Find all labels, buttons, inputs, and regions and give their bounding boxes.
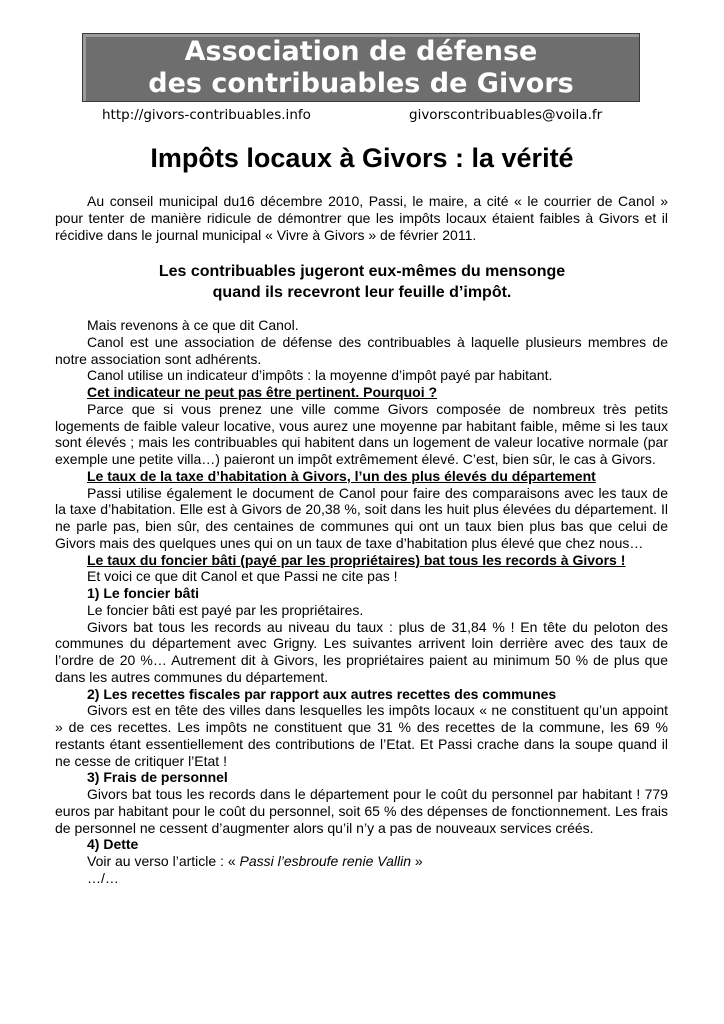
verso-suffix: » — [410, 853, 423, 869]
section-heading-taxe: Le taux de la taxe d’habitation à Givors, l’un des plus élevés du département — [87, 467, 596, 484]
verso-prefix: Voir au verso l’article : « — [87, 853, 240, 869]
email-link[interactable]: givorscontribuables@voila.fr — [409, 107, 603, 123]
paragraph: Canol utilise un indicateur d’impôts : la moyenne d’impôt payé par habitant. — [87, 367, 553, 384]
verso-reference — [55, 853, 668, 870]
banner-title-line2: des contribuables de Givors — [148, 68, 574, 99]
contact-line — [0, 105, 724, 125]
paragraph: Givors bat tous les records au niveau du taux : plus de 31,84 % ! En tête du peloton des communes du département avec Grigny. Les suivantes arrivent loin derrière avec des taux de l’ordre de 20 %… Autrement dit à Givors, les propriétaires paient au minimum 50 % de plus que dans les autres communes du département. — [55, 618, 668, 685]
subheading-recettes: 2) Les recettes fiscales par rapport aux autres recettes des communes — [87, 685, 557, 702]
website-link[interactable]: http://givors-contribuables.info — [102, 107, 311, 123]
paragraph: Givors bat tous les records dans le département pour le coût du personnel par habitant ! 779 euros par habitant pour le coût du personnel, soit 65 % des dépenses de fonctionnement. Les frais de personnel ne cessent d’augmenter alors qu’il n’y a pas de nouveaux services créés. — [55, 786, 668, 836]
paragraph: Et voici ce que dit Canol et que Passi ne cite pas ! — [87, 568, 398, 585]
page-title: Impôts locaux à Givors : la vérité — [150, 143, 574, 173]
lead-line1: Les contribuables jugeront eux-mêmes du mensonge — [158, 263, 566, 280]
paragraph: Canol est une association de défense des contribuables à laquelle plusieurs membres de notre association sont adhérents. — [55, 333, 668, 367]
paragraph: Le foncier bâti est payé par les propriétaires. — [87, 601, 364, 618]
verso-article-title: Passi l’esbroufe renie Vallin — [239, 853, 411, 869]
article-body — [55, 317, 668, 887]
subheading-foncier-bati: 1) Le foncier bâti — [87, 585, 200, 601]
paragraph: Passi utilise également le document de Canol pour faire des comparaisons avec les taux de la taxe d’habitation. Elle est à Givors de 20,38 %, soit dans les huit plus élevées du département. Il ne parle pas, bien sûr, des centaines de communes qui ont un taux bien plus bas que celui de Givors mais des quelques unes qui on un taux de taxe d’habitation plus élevé que chez nous… — [55, 484, 668, 551]
section-heading-foncier: Le taux du foncier bâti (payé par les propriétaires) bat tous les records à Givors ! — [87, 551, 626, 568]
lead-statement — [0, 261, 724, 303]
paragraph: Mais revenons à ce que dit Canol. — [87, 317, 299, 333]
association-banner — [82, 33, 640, 102]
paragraph: Givors est en tête des villes dans lesquelles les impôts locaux « ne constituent qu’un appoint » de ces recettes. Les impôts ne constituent que 31 % des recettes de la commune, les 69 % restants étant essentiellement des contributions de l’Etat. Et Passi crache dans la soupe quand il ne cesse de critiquer l’Etat ! — [55, 702, 668, 769]
intro-paragraph: Au conseil municipal du16 décembre 2010, Passi, le maire, a cité « le courrier de Canol » pour tenter de manière ridicule de démontrer que les impôts locaux étaient faibles à Givors et il récidive dans le journal municipal « Vivre à Givors » de février 2011. — [55, 193, 668, 243]
paragraph: Parce que si vous prenez une ville comme Givors composée de nombreux très petits logements de faible valeur locative, vous aurez une moyenne par habitant faible, même si les taux sont élevés ; mais les contribuables qui habitent dans un logement de valeur locative normale (par exemple une petite villa…) paieront un impôt extrêmement élevé. C’est, bien sûr, le cas à Givors. — [55, 400, 668, 467]
lead-line2: quand ils recevront leur feuille d’impôt. — [212, 284, 512, 301]
continuation-mark: …/… — [87, 869, 119, 886]
subheading-personnel: 3) Frais de personnel — [87, 769, 228, 786]
banner-title-line1: Association de défense — [184, 36, 538, 67]
subheading-dette: 4) Dette — [87, 836, 139, 853]
section-heading-indicator: Cet indicateur ne peut pas être pertinent. Pourquoi ? — [87, 384, 438, 400]
